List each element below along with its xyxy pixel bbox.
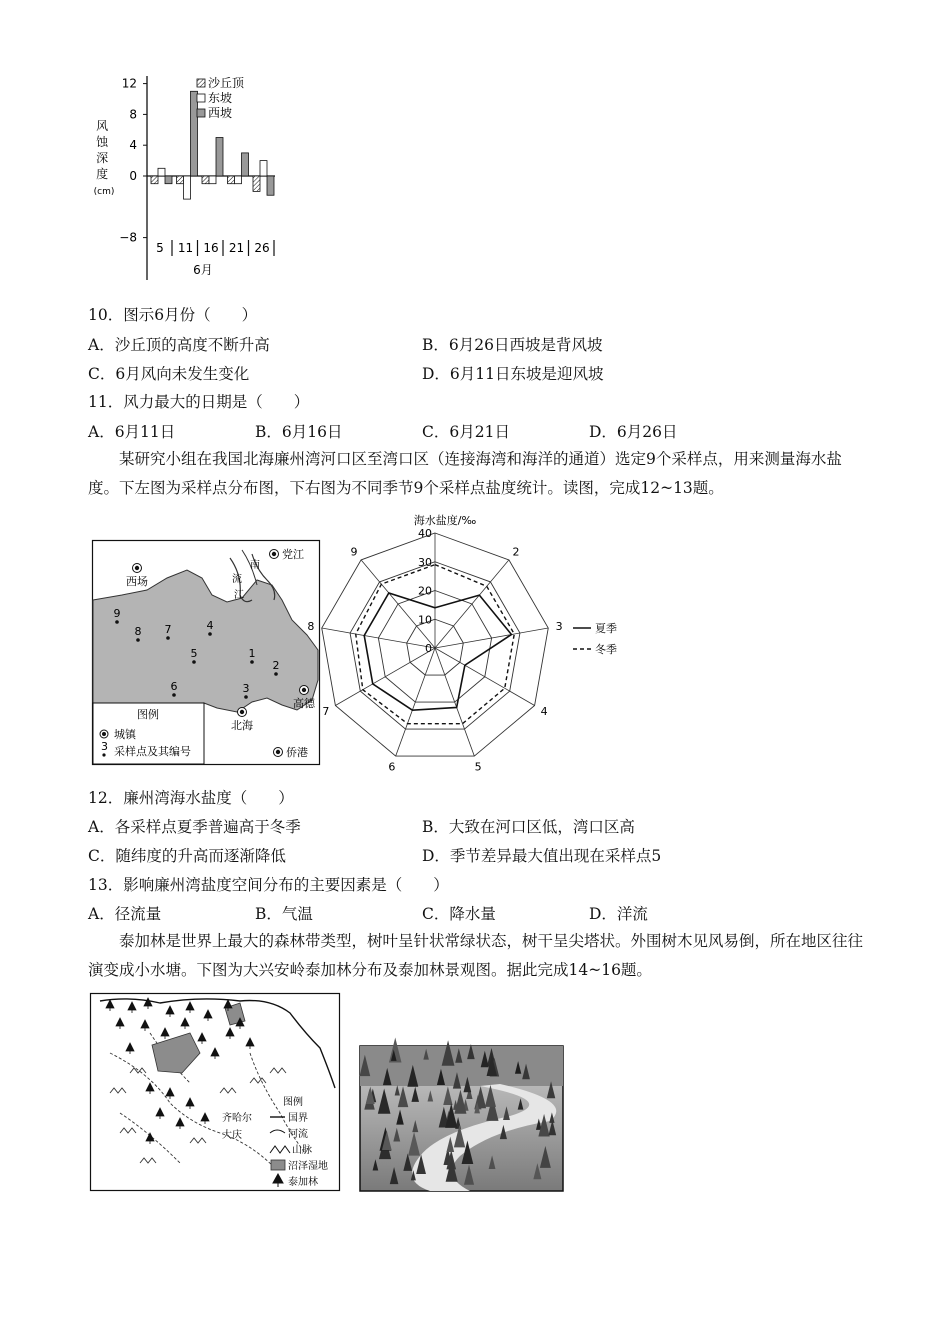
sample-point-label: 8 [134, 625, 142, 638]
sample-point-label: 5 [190, 647, 198, 660]
q13-option-d: D．洋流 [589, 905, 648, 923]
sample-point-label: 9 [113, 607, 121, 620]
town-marker-dot [135, 566, 139, 570]
sample-point-label: 7 [164, 623, 172, 636]
bar-y-tick-label: 4 [129, 138, 137, 153]
taiga-distribution-map [90, 993, 340, 1191]
radar-spoke [322, 628, 435, 648]
bar-west-slope [216, 138, 223, 177]
legend-river-label: 河流 [288, 1129, 308, 1140]
radar-r-tick-label: 10 [418, 613, 432, 627]
radar-axis-label: 9 [350, 545, 358, 559]
town-label: 党江 [282, 548, 304, 561]
bar-category-label: 11 [177, 241, 194, 255]
bar-ylabel [94, 119, 115, 197]
radar-axis-label: 3 [555, 620, 563, 634]
radar-axis-label: 8 [307, 620, 315, 634]
q13-stem: 13．影响廉州湾盐度空间分布的主要因素是（ ） [88, 876, 449, 894]
sample-point-label: 3 [242, 682, 250, 695]
map-legend-town-label: 城镇 [114, 728, 136, 741]
intro-paragraph-12-13: 某研究小组在我国北海廉州湾河口区至湾口区（连接海湾和海洋的通道）选定9个采样点，用来测量海水盐度。下左图为采样点分布图，下右图为不同季节9个采样点盐度统计。读图，完成12~13题。 [88, 450, 842, 497]
bar-y-tick-label: −8 [119, 230, 137, 245]
town-marker-dot [276, 750, 280, 754]
sample-point-label: 1 [248, 647, 256, 660]
bar-category-label: 5 [156, 241, 164, 255]
bar-east-slope [209, 176, 216, 184]
radar-axis-label: 2 [512, 545, 520, 559]
river-label: 流 [232, 574, 242, 585]
taiga-legend-title: 图例 [283, 1097, 303, 1108]
town-label: 西场 [126, 575, 148, 588]
legend-wetland-label: 沼泽湿地 [288, 1161, 328, 1172]
legend-border-label: 国界 [288, 1113, 308, 1124]
river-label: 南 [250, 560, 260, 571]
bar-ylabel-unit: (cm) [93, 187, 115, 197]
radar-r-tick-label: 20 [418, 584, 432, 598]
sample-point [166, 636, 170, 640]
bar-west-slope [242, 153, 249, 176]
sample-point [274, 672, 278, 676]
map-legend-town-dot [102, 732, 106, 736]
legend-taiga-label: 泰加林 [288, 1177, 318, 1188]
bar-category-label: 21 [228, 241, 245, 255]
sample-point [136, 638, 140, 642]
town-marker-dot [240, 710, 244, 714]
map-legend-title: 图例 [137, 708, 159, 721]
bar-ylabel-c4: 度 [96, 167, 109, 181]
bar-west-slope [191, 91, 198, 176]
legend-swatch-dune-top [197, 79, 205, 87]
bar-east-slope [184, 176, 191, 199]
q10-option-b: B．6月26日西坡是背风坡 [422, 336, 603, 354]
sample-point [192, 660, 196, 664]
bar-dune-top [151, 176, 158, 184]
town-label: 侨港 [286, 746, 308, 759]
radar-r-tick-label: 40 [418, 527, 432, 540]
legend-label-east: 东坡 [208, 91, 233, 105]
bar-east-slope [158, 168, 165, 176]
q12-option-d: D．季节差异最大值出现在采样点5 [422, 847, 662, 865]
q12-option-b: B．大致在河口区低，湾口区高 [422, 818, 635, 836]
map-legend-sample-dot [102, 753, 105, 756]
q13-option-a: A．径流量 [88, 905, 162, 923]
q10-option-c: C．6月风向未发生变化 [88, 365, 250, 383]
q10-option-d: D．6月11日东坡是迎风坡 [422, 365, 604, 383]
sample-point-label: 4 [206, 619, 214, 632]
q12-option-c: C．随纬度的升高而逐渐降低 [88, 847, 286, 865]
radar-title: 海水盐度/‰ [413, 514, 477, 527]
town-marker-dot [302, 688, 306, 692]
radar-legend-summer-label: 夏季 [595, 622, 617, 635]
q11-option-b: B．6月16日 [255, 423, 343, 441]
bar-east-slope [260, 161, 267, 176]
bar-category-label: 16 [203, 241, 219, 255]
radar-axis-label: 4 [540, 705, 548, 718]
bar-y-tick-label: 0 [129, 169, 137, 183]
sample-point-label: 2 [272, 659, 280, 672]
q11-option-d: D．6月26日 [589, 423, 678, 441]
bar-y-tick-label: 12 [121, 76, 137, 91]
q12-option-a: A．各采样点夏季普遍高于冬季 [88, 818, 301, 836]
sample-point [250, 660, 254, 664]
river-label: 江 [234, 590, 244, 601]
legend-swatch-west [197, 109, 205, 117]
sample-point [172, 693, 176, 697]
bar-dune-top [177, 176, 184, 184]
town-marker-dot [272, 552, 276, 556]
bar-y-tick-label: 8 [129, 107, 137, 122]
bar-ylabel-c3: 深 [96, 151, 109, 165]
radar-spoke [435, 648, 535, 706]
bar-east-slope [235, 176, 242, 184]
bar-ylabel-c2: 蚀 [96, 135, 109, 149]
radar-axis-label: 5 [474, 760, 482, 774]
legend-swatch-east [197, 94, 205, 102]
sample-point [244, 695, 248, 699]
radar-r-tick-label: 30 [418, 555, 432, 569]
q11-option-c: C．6月21日 [422, 423, 510, 441]
bar-west-slope [267, 176, 274, 195]
sample-point [115, 620, 119, 624]
bar-dune-top [228, 176, 235, 184]
map-legend-sample-label: 采样点及其编号 [114, 745, 191, 758]
town-label: 高德 [293, 697, 315, 710]
legend-wetland-swatch [271, 1160, 285, 1170]
bar-ylabel-c1: 风 [96, 119, 109, 133]
bar-dune-top [202, 176, 209, 184]
sample-point-label: 6 [170, 680, 178, 693]
q10-option-a: A．沙丘顶的高度不断升高 [88, 336, 270, 354]
q11-option-a: A．6月11日 [88, 423, 176, 441]
lianzhou-bay-map [92, 540, 320, 765]
bar-xlabel: 6月 [193, 263, 213, 277]
q11-stem: 11．风力最大的日期是（ ） [88, 393, 310, 411]
radar-r-tick-label: 0 [425, 642, 432, 655]
sample-point [208, 632, 212, 636]
bar-dune-top [253, 176, 260, 191]
bar-legend [197, 75, 245, 120]
radar-legend [573, 621, 617, 656]
wind-erosion-bar-chart [85, 70, 285, 285]
city-label-daqing: 大庆 [222, 1130, 242, 1141]
radar-spoke [435, 628, 548, 648]
radar-axis-label: 6 [388, 760, 396, 774]
legend-mountain-label: 山脉 [292, 1145, 312, 1156]
city-label-qiqihar: 齐哈尔 [222, 1113, 252, 1124]
q10-stem: 10．图示6月份（ ） [88, 306, 258, 324]
legend-label-west: 西坡 [208, 106, 233, 120]
legend-label-dune-top: 沙丘顶 [208, 76, 245, 90]
q13-option-c: C．降水量 [422, 905, 496, 923]
q13-option-b: B．气温 [255, 905, 313, 923]
intro-paragraph-14-16: 泰加林是世界上最大的森林带类型，树叶呈针状常绿状态，树干呈尖塔状。外围树木见风易倒，所在地区往往演变成小水塘。下图为大兴安岭泰加林分布及泰加林景观图。据此完成14~16题。 [88, 932, 864, 979]
town-label: 北海 [231, 719, 253, 732]
q12-stem: 12．廉州湾海水盐度（ ） [88, 789, 294, 807]
salinity-radar-chart [307, 508, 635, 774]
radar-spoke [335, 648, 435, 706]
bar-west-slope [165, 176, 172, 184]
taiga-landscape-photo [360, 1046, 563, 1191]
radar-legend-winter-label: 冬季 [595, 643, 617, 656]
radar-axis-label: 7 [322, 705, 330, 718]
bar-category-label: 26 [254, 241, 270, 255]
map-legend-sample-num: 3 [101, 740, 108, 753]
